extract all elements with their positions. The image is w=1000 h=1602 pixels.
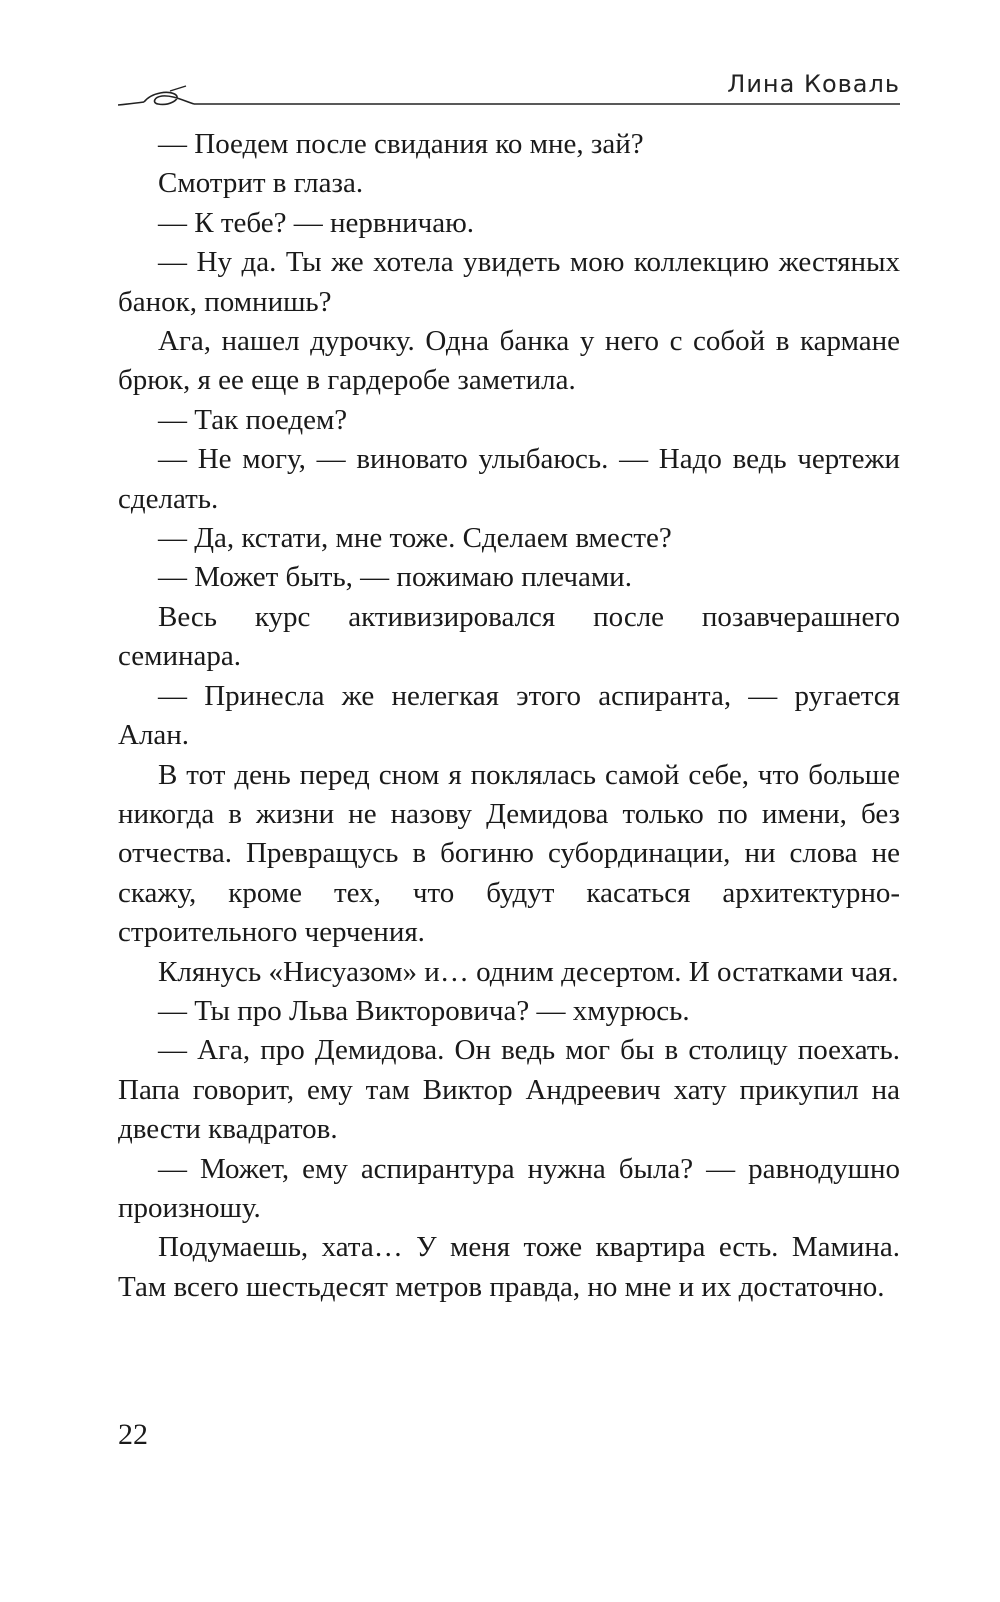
paragraph: — Ты про Льва Викторовича? — хмурюсь. <box>158 994 690 1027</box>
paragraph: — Принесла же нелегкая этого аспиранта, — ругается Алан. <box>118 679 900 752</box>
paragraph: — Ага, про Демидова. Он ведь мог бы в столицу поехать. Папа говорит, ему там Виктор Андреевич хату прикупил на двести квадратов. <box>118 1034 900 1146</box>
paragraph: Смотрит в глаза. <box>158 167 364 200</box>
paragraph: — Может быть, — пожимаю плечами. <box>158 561 632 594</box>
paragraph: Клянусь «Нисуазом» и… одним десертом. И остатками чая. <box>158 955 899 988</box>
body-text <box>118 125 900 1307</box>
paragraph: — Может, ему аспирантура нужна была? — равнодушно произношу. <box>118 1152 900 1224</box>
paragraph: — К тебе? — нервничаю. <box>158 206 474 239</box>
paragraph: — Да, кстати, мне тоже. Сделаем вместе? <box>158 522 672 555</box>
paragraph: — Не могу, — виновато улыбаюсь. — Надо ведь чертежи сделать. <box>118 443 900 515</box>
paragraph: Весь курс активизировался после позавчерашнего семинара. <box>118 600 900 673</box>
paragraph: В тот день перед сном я поклялась самой себе, что больше никогда в жизни не назову Демидова только по имени, без отчества. Превращусь в богиню субординации, ни слова не скажу, кроме тех, что будут касаться архитектурно-строительного черчения. <box>118 758 900 949</box>
paragraph: Подумаешь, хата… У меня тоже квартира есть. Мамина. Там всего шестьдесят метров правда, но мне и их достаточно. <box>118 1231 900 1303</box>
paragraph: — Так поедем? <box>158 403 348 436</box>
ornament-rule <box>118 82 900 112</box>
author-name: Лина Коваль <box>727 70 900 98</box>
paragraph: — Поедем после свидания ко мне, зай? <box>158 128 644 160</box>
paragraph: — Ну да. Ты же хотела увидеть мою коллекцию жестяных банок, помнишь? <box>118 246 900 318</box>
paragraph: Ага, нашел дурочку. Одна банка у него с собой в кармане брюк, я ее еще в гардеробе заметила. <box>118 325 900 397</box>
running-head <box>118 70 900 110</box>
page-number: 22 <box>118 1418 148 1451</box>
